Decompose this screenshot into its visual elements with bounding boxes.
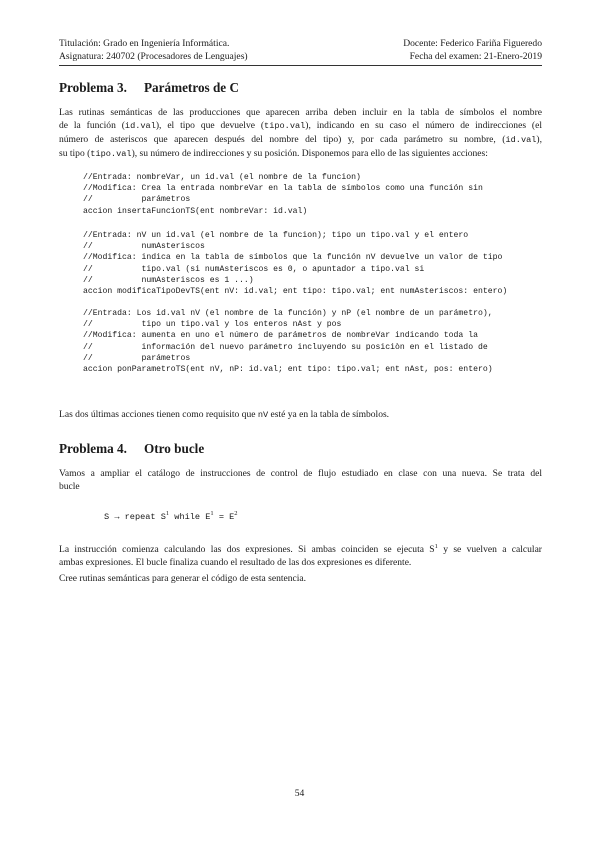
instructor: Docente: Federico Fariña Figueredo xyxy=(403,38,542,49)
problem-4-number: Problema 4. xyxy=(59,441,127,456)
problem-4-title: Otro bucle xyxy=(144,441,205,456)
problem-4-heading xyxy=(59,441,204,457)
intro-line: número de asteriscos que aparecen después del nombre del tipo) y, por cada parámetro su nombre, (id.val), xyxy=(59,134,542,145)
problem-3-note: Las dos últimas acciones tienen como requisito que nV esté ya en la tabla de símbolos. xyxy=(59,409,390,420)
problem-3-number: Problema 3. xyxy=(59,80,127,95)
intro-line: Las rutinas semánticas de las producciones que aparecen arriba deben incluir en la tabla de símbolos el nombre xyxy=(59,107,542,118)
problem-4-intro: Vamos a ampliar el catálogo de instrucciones de control de flujo estudiado en clase con una nueva. Se trata del bucle xyxy=(59,468,542,492)
page-header xyxy=(59,37,542,63)
course-subject: Asignatura: 240702 (Procesadores de Lenguajes) xyxy=(59,51,248,62)
problem-3-intro xyxy=(59,106,542,161)
intro-line: su tipo (tipo.val), su número de indirecciones y su posición. Disponemos para ello de las siguientes acciones: xyxy=(59,148,488,159)
problem-3-heading xyxy=(59,80,239,96)
header-divider xyxy=(59,65,542,66)
course-degree: Titulación: Grado en Ingeniería Informática. xyxy=(59,38,230,49)
code-ponParametroTS: //Entrada: Los id.val nV (el nombre de la función) y nP (el nombre de un parámetro), // tipo un tipo.val y los enteros nAst y pos //Modifica: aumenta en uno el número de parámetros de nombreVar indicando toda la // información del nuevo parámetro incluyendo su posiciòn en el listado de // parámetros accion ponParametroTS(ent nV, nP: id.val; ent tipo: tipo.val; ent nAst, pos: entero) xyxy=(83,309,493,375)
exam-date: Fecha del examen: 21-Enero-2019 xyxy=(409,51,542,62)
page-number: 54 xyxy=(294,788,305,799)
loop-production: S → repeat $S^1$ while $E^1 = E^2$ xyxy=(104,510,238,522)
intro-line: de la función (id.val), el tipo que devuelve (tipo.val), indicando en su caso el número de indirecciones (el xyxy=(59,120,542,131)
code-insertaFuncionTS: //Entrada: nombreVar, un id.val (el nombre de la funcion) //Modifica: Crea la entrada nombreVar en la tabla de símbolos como una función sin // parámetros accion insertaFuncionTS(ent nombreVar: id.val) xyxy=(83,173,483,216)
problem-3-title: Parámetros de C xyxy=(144,80,239,95)
problem-4-description: La instrucción comienza calculando las dos expresiones. Si ambas coinciden se ejecuta $S^1$ y se vuelven a calcular ambas expresiones. El bucle finaliza cuando el resultado de las dos expresiones es diferente. xyxy=(59,543,542,568)
code-modificaTipoDevTS: //Entrada: nV un id.val (el nombre de la funcion); tipo un tipo.val y el entero // numAsteriscos //Modifica: indica en la tabla de símbolos que la función nV devuelve un valor de tipo // tipo.val (si numAsteriscos es 0, o apuntador a tipo.val si // numAsteriscos es 1 ...) accion modificaTipoDevTS(ent nV: id.val; ent tipo: tipo.val; ent numAsteriscos: entero) xyxy=(83,231,508,297)
problem-4-task: Cree rutinas semánticas para generar el código de esta sentencia. xyxy=(59,573,307,584)
